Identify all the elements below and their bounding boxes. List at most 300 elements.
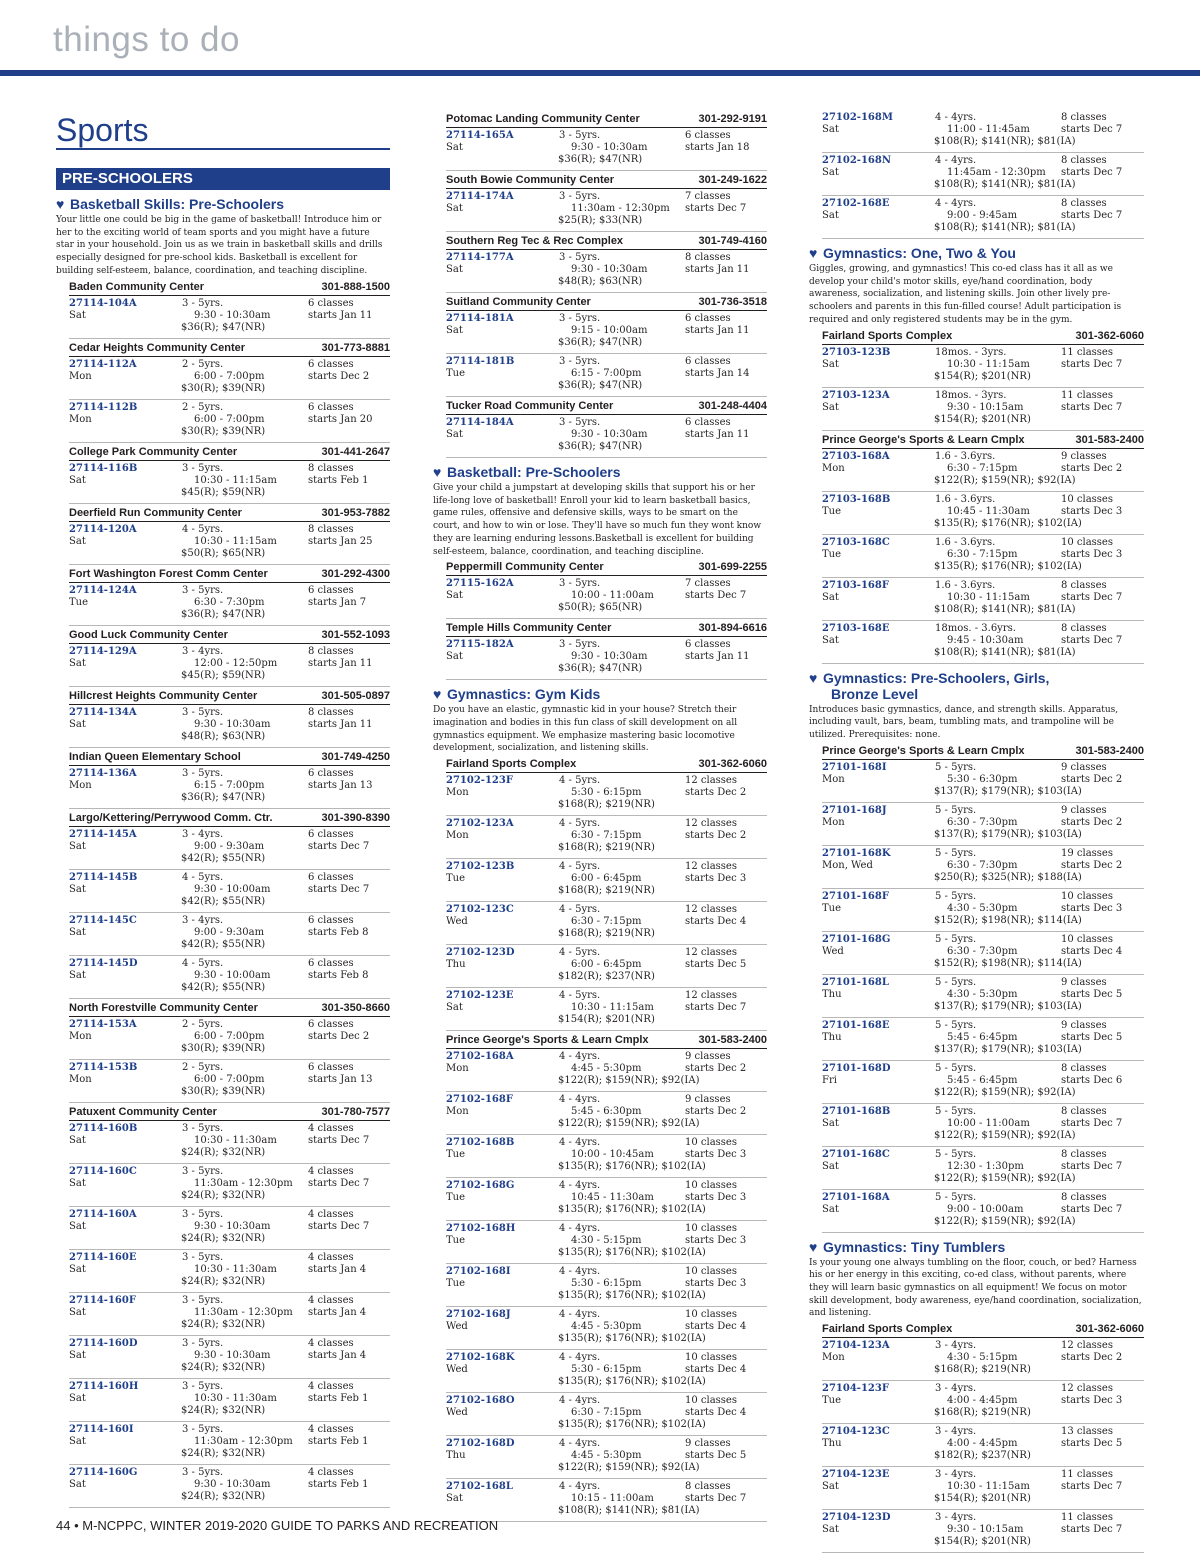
age-range: 4 - 5yrs. — [559, 904, 601, 916]
class-day: Sat — [822, 634, 839, 646]
course-code: 27114-112B — [69, 401, 138, 413]
start-date: starts Jan 11 — [685, 651, 750, 663]
location-phone: 301-552-1093 — [321, 628, 390, 641]
activity-title: Gymnastics: One, Two & You — [823, 245, 1016, 261]
location-name: Prince George's Sports & Learn Cmplx — [446, 1034, 649, 1047]
class-day: Mon — [69, 1030, 92, 1042]
class-count: 6 classes — [308, 297, 354, 309]
age-range: 1.6 - 3.6yrs. — [935, 579, 996, 591]
location-phone: 301-292-4300 — [321, 567, 390, 580]
class-offering — [822, 1381, 1144, 1424]
start-date: starts Dec 2 — [1061, 859, 1123, 871]
course-code: 27114-104A — [69, 297, 137, 309]
class-offering — [822, 1147, 1144, 1190]
class-time: 6:30 - 7:15pm — [571, 916, 642, 928]
course-code: 27104-123C — [822, 1426, 890, 1438]
class-count: 6 classes — [308, 1018, 354, 1030]
class-offering — [69, 956, 390, 999]
location-phone: 301-736-3518 — [698, 296, 767, 308]
class-offering — [822, 535, 1144, 578]
start-date: starts Dec 7 — [1061, 1524, 1123, 1536]
location-name: Prince George's Sports & Learn Cmplx — [822, 433, 1025, 446]
class-day: Mon — [446, 1106, 469, 1118]
class-time: 5:45 - 6:45pm — [947, 1074, 1018, 1086]
class-offering — [446, 773, 767, 816]
class-fee: $48(R); $63(NR) — [181, 730, 266, 742]
class-fee: $45(R); $59(NR) — [181, 669, 266, 681]
location-phone: 301-505-0897 — [321, 689, 390, 702]
class-fee: $168(R); $219(NR) — [934, 1364, 1031, 1376]
class-fee: $24(R); $32(NR) — [181, 1275, 266, 1287]
class-day: Sat — [822, 1117, 839, 1129]
age-range: 4 - 4yrs. — [935, 198, 977, 209]
heart-icon: ♥ — [56, 196, 65, 212]
class-offering — [822, 932, 1144, 975]
class-day: Sat — [69, 1349, 86, 1361]
class-offering — [446, 816, 767, 859]
start-date: starts Jan 7 — [308, 596, 367, 608]
class-fee: $42(R); $55(NR) — [181, 938, 266, 950]
class-day: Thu — [446, 959, 466, 971]
start-date: starts Dec 7 — [308, 1177, 370, 1189]
class-count: 6 classes — [308, 871, 354, 883]
class-count: 6 classes — [308, 828, 354, 840]
class-offering — [822, 492, 1144, 535]
class-fee: $108(R); $141(NR); $81(IA) — [934, 136, 1076, 147]
class-offering — [822, 846, 1144, 889]
location-header — [69, 280, 390, 296]
class-count: 8 classes — [685, 252, 731, 263]
start-date: starts Feb 8 — [308, 926, 369, 938]
class-count: 9 classes — [1061, 450, 1107, 462]
class-count: 10 classes — [685, 1395, 737, 1407]
class-time: 10:30 - 11:30am — [194, 1134, 277, 1146]
location-name: Indian Queen Elementary School — [69, 750, 241, 763]
start-date: starts Dec 7 — [1061, 634, 1123, 646]
class-count: 6 classes — [308, 358, 354, 370]
course-code: 27102-168O — [446, 1395, 515, 1407]
class-offering — [446, 945, 767, 988]
class-time: 9:30 - 10:30am — [571, 651, 648, 663]
location-header — [69, 1001, 390, 1017]
start-date: starts Jan 20 — [308, 413, 373, 425]
course-code: 27101-168B — [822, 1105, 891, 1117]
class-time: 9:00 - 9:30am — [194, 840, 265, 852]
age-range: 5 - 5yrs. — [935, 1019, 977, 1031]
location-name: Potomac Landing Community Center — [446, 113, 640, 125]
start-date: starts Dec 2 — [685, 787, 747, 799]
age-range: 4 - 5yrs. — [559, 775, 601, 787]
header-rule — [0, 70, 1200, 76]
age-range: 3 - 5yrs. — [182, 584, 224, 596]
class-time: 10:00 - 11:00am — [947, 1117, 1030, 1129]
class-day: Mon — [446, 1063, 469, 1075]
start-date: starts Dec 7 — [308, 1134, 370, 1146]
class-offering — [69, 1250, 390, 1293]
class-fee: $24(R); $32(NR) — [181, 1490, 266, 1502]
class-day: Sat — [822, 1524, 839, 1536]
class-count: 8 classes — [1061, 1105, 1107, 1117]
course-code: 27102-168K — [446, 1352, 515, 1364]
start-date: starts Jan 18 — [685, 142, 750, 153]
class-day: Sat — [822, 167, 839, 178]
course-code: 27114-160G — [69, 1466, 138, 1478]
age-range: 3 - 4yrs. — [935, 1469, 977, 1481]
class-fee: $30(R); $39(NR) — [181, 1042, 266, 1054]
class-count: 6 classes — [685, 639, 731, 651]
course-code: 27114-165A — [446, 130, 514, 141]
class-fee: $36(R); $47(NR) — [558, 380, 643, 391]
start-date: starts Jan 4 — [308, 1349, 367, 1361]
course-code: 27115-182A — [446, 639, 514, 651]
age-range: 4 - 4yrs. — [559, 1223, 601, 1235]
start-date: starts Dec 3 — [685, 1235, 747, 1247]
class-day: Tue — [446, 1149, 466, 1161]
activity-title: Gymnastics: Tiny Tumblers — [823, 1238, 1006, 1255]
age-range: 5 - 5yrs. — [935, 976, 977, 988]
class-count: 4 classes — [308, 1122, 354, 1134]
class-time: 6:30 - 7:15pm — [947, 548, 1018, 560]
class-count: 11 classes — [1061, 389, 1113, 401]
class-day: Sat — [822, 1203, 839, 1215]
class-offering — [69, 913, 390, 956]
class-fee: $45(R); $59(NR) — [181, 486, 266, 498]
class-offering — [446, 988, 767, 1031]
class-count: 10 classes — [1061, 536, 1113, 548]
location-name: Temple Hills Community Center — [446, 622, 612, 635]
class-offering — [446, 1092, 767, 1135]
class-count: 6 classes — [685, 417, 731, 428]
start-date: starts Dec 7 — [1061, 210, 1123, 221]
location-name: Hillcrest Heights Community Center — [69, 689, 258, 702]
activity-title: Basketball Skills: Pre-Schoolers — [70, 196, 284, 212]
start-date: starts Dec 5 — [1061, 1031, 1123, 1043]
class-count: 10 classes — [685, 1352, 737, 1364]
age-range: 3 - 5yrs. — [182, 706, 224, 718]
class-day: Mon — [69, 370, 92, 382]
class-day: Tue — [446, 368, 466, 379]
class-time: 12:00 - 12:50pm — [194, 657, 278, 669]
class-count: 8 classes — [1061, 1062, 1107, 1074]
class-offering — [822, 1018, 1144, 1061]
class-offering — [69, 766, 390, 809]
class-day: Sat — [69, 1134, 86, 1146]
age-range: 4 - 5yrs. — [559, 861, 601, 873]
class-offering — [69, 870, 390, 913]
class-day: Sat — [69, 535, 86, 547]
age-range: 3 - 5yrs. — [559, 313, 601, 324]
class-offering — [69, 1207, 390, 1250]
age-range: 4 - 5yrs. — [559, 818, 601, 830]
class-offering — [822, 975, 1144, 1018]
class-time: 5:45 - 6:30pm — [571, 1106, 642, 1118]
course-code: 27114-153B — [69, 1061, 138, 1073]
age-range: 2 - 5yrs. — [182, 401, 224, 413]
class-day: Tue — [822, 548, 842, 560]
class-time: 5:45 - 6:45pm — [947, 1031, 1018, 1043]
class-offering — [69, 827, 390, 870]
class-day: Sat — [69, 926, 86, 938]
class-day: Thu — [822, 1438, 842, 1450]
location-name: Fairland Sports Complex — [446, 758, 577, 771]
class-day: Sat — [69, 1392, 86, 1404]
class-time: 5:30 - 6:15pm — [571, 787, 642, 799]
class-day: Mon — [446, 830, 469, 842]
location-name: College Park Community Center — [69, 445, 238, 458]
class-time: 6:15 - 7:00pm — [571, 368, 642, 379]
class-count: 7 classes — [685, 578, 731, 590]
class-count: 6 classes — [685, 356, 731, 367]
class-offering — [822, 621, 1144, 664]
course-code: 27102-168E — [822, 198, 890, 209]
start-date: starts Dec 7 — [685, 1002, 747, 1014]
course-code: 27102-168M — [822, 112, 893, 123]
age-range: 3 - 5yrs. — [559, 252, 601, 263]
age-range: 3 - 4yrs. — [182, 828, 224, 840]
class-fee: $182(R); $237(NR) — [934, 1450, 1031, 1462]
age-range: 2 - 5yrs. — [182, 358, 224, 370]
start-date: starts Jan 11 — [308, 718, 373, 730]
course-code: 27102-168H — [446, 1223, 516, 1235]
course-code: 27114-181A — [446, 313, 514, 324]
age-range: 4 - 4yrs. — [559, 1180, 601, 1192]
class-time: 10:30 - 11:15am — [947, 591, 1030, 603]
age-range: 3 - 5yrs. — [182, 1380, 224, 1392]
location-header — [69, 445, 390, 461]
class-fee: $137(R); $179(NR); $103(IA) — [934, 785, 1082, 797]
age-range: 3 - 5yrs. — [559, 191, 601, 202]
age-group-bar: PRE-SCHOOLERS — [56, 168, 390, 190]
class-time: 6:00 - 7:00pm — [194, 413, 265, 425]
start-date: starts Feb 8 — [308, 969, 369, 981]
class-fee: $122(R); $159(NR); $92(IA) — [934, 474, 1076, 486]
course-code: 27101-168E — [822, 1019, 890, 1031]
class-fee: $154(R); $201(NR) — [934, 1493, 1031, 1505]
class-fee: $154(R); $201(NR) — [934, 1536, 1031, 1548]
class-time: 6:00 - 6:45pm — [571, 873, 642, 885]
class-day: Wed — [446, 1364, 468, 1376]
class-count: 8 classes — [1061, 622, 1107, 634]
class-fee: $122(R); $159(NR); $92(IA) — [558, 1075, 700, 1087]
start-date: starts Dec 3 — [1061, 548, 1123, 560]
class-time: 10:30 - 11:30am — [194, 1263, 277, 1275]
location-name: Good Luck Community Center — [69, 628, 228, 641]
class-fee: $24(R); $32(NR) — [181, 1318, 266, 1330]
location-header — [446, 173, 767, 189]
age-range: 3 - 5yrs. — [182, 1251, 224, 1263]
class-count: 10 classes — [685, 1309, 737, 1321]
class-count: 10 classes — [1061, 493, 1113, 505]
class-offering — [446, 1479, 767, 1522]
class-time: 4:00 - 4:45pm — [947, 1438, 1018, 1450]
class-offering — [822, 1338, 1144, 1381]
class-offering — [446, 311, 767, 354]
class-offering — [446, 1393, 767, 1436]
class-day: Thu — [822, 1031, 842, 1043]
class-fee: $36(R); $47(NR) — [181, 791, 266, 803]
age-range: 5 - 5yrs. — [935, 933, 977, 945]
class-count: 12 classes — [685, 818, 737, 830]
class-time: 4:30 - 5:15pm — [571, 1235, 642, 1247]
class-offering — [446, 250, 767, 293]
class-time: 6:30 - 7:15pm — [571, 830, 642, 842]
page-footer: 44 • M-NCPPC, WINTER 2019-2020 GUIDE TO PARKS AND RECREATION — [56, 1518, 499, 1533]
class-time: 9:30 - 10:30am — [194, 1478, 271, 1490]
class-fee: $135(R); $176(NR); $102(IA) — [558, 1290, 706, 1302]
location-header — [69, 341, 390, 357]
class-offering — [69, 461, 390, 504]
activity-heading — [433, 464, 767, 480]
class-fee: $182(R); $237(NR) — [558, 971, 655, 983]
location-phone: 301-953-7882 — [321, 506, 390, 519]
start-date: starts Dec 7 — [685, 203, 747, 214]
class-offering — [822, 1424, 1144, 1467]
age-range: 4 - 5yrs. — [182, 523, 224, 535]
age-range: 18mos. - 3yrs. — [935, 346, 1007, 358]
location-phone: 301-699-2255 — [698, 561, 767, 574]
course-code: 27114-112A — [69, 358, 137, 370]
start-date: starts Dec 4 — [1061, 945, 1123, 957]
class-count: 6 classes — [308, 1061, 354, 1073]
location-name: Peppermill Community Center — [446, 561, 604, 574]
activity-heading — [433, 686, 767, 702]
age-range: 3 - 5yrs. — [182, 767, 224, 779]
class-time: 9:15 - 10:00am — [571, 325, 648, 336]
location-header — [822, 744, 1144, 760]
class-count: 10 classes — [685, 1266, 737, 1278]
class-fee: $36(R); $47(NR) — [181, 608, 266, 620]
class-fee: $30(R); $39(NR) — [181, 1085, 266, 1097]
class-day: Sat — [446, 142, 463, 153]
class-day: Tue — [69, 596, 89, 608]
class-count: 6 classes — [308, 401, 354, 413]
class-day: Sat — [69, 1435, 86, 1447]
location-header — [822, 329, 1144, 345]
class-count: 4 classes — [308, 1165, 354, 1177]
class-fee: $135(R); $176(NR); $102(IA) — [558, 1247, 706, 1259]
class-fee: $24(R); $32(NR) — [181, 1361, 266, 1373]
location-header — [446, 295, 767, 311]
class-count: 9 classes — [1061, 761, 1107, 773]
age-range: 3 - 5yrs. — [559, 639, 601, 651]
class-count: 10 classes — [685, 1180, 737, 1192]
course-code: 27102-123C — [446, 904, 514, 916]
class-day: Mon — [69, 413, 92, 425]
class-time: 10:30 - 11:15am — [947, 358, 1030, 370]
class-time: 6:30 - 7:30pm — [947, 816, 1018, 828]
age-range: 2 - 5yrs. — [182, 1018, 224, 1030]
start-date: starts Dec 2 — [1061, 773, 1123, 785]
age-range: 4 - 5yrs. — [182, 871, 224, 883]
location-name: South Bowie Community Center — [446, 174, 615, 186]
start-date: starts Dec 4 — [685, 1407, 747, 1419]
course-code: 27102-168I — [446, 1266, 511, 1278]
course-code: 27102-123E — [446, 990, 514, 1002]
class-count: 10 classes — [1061, 890, 1113, 902]
course-code: 27114-160E — [69, 1251, 137, 1263]
age-range: 3 - 4yrs. — [182, 645, 224, 657]
class-fee: $24(R); $32(NR) — [181, 1189, 266, 1201]
location-name: Fairland Sports Complex — [822, 1323, 953, 1336]
course-code: 27102-123F — [446, 775, 513, 787]
heart-icon: ♥ — [433, 464, 442, 480]
class-time: 9:30 - 10:30am — [194, 718, 271, 730]
class-count: 4 classes — [308, 1251, 354, 1263]
age-range: 4 - 4yrs. — [935, 112, 977, 123]
class-day: Sat — [69, 883, 86, 895]
class-offering — [446, 637, 767, 680]
class-offering — [69, 296, 390, 339]
activity-description: Introduces basic gymnastics, dance, and strength skills. Apparatus, including vault, bars, beam, tumbling mats, and trampoline will be utilized. Prerequisites: none. — [809, 704, 1119, 740]
class-count: 8 classes — [308, 645, 354, 657]
age-range: 5 - 5yrs. — [935, 761, 977, 773]
class-count: 4 classes — [308, 1466, 354, 1478]
class-fee: $36(R); $47(NR) — [558, 663, 643, 675]
class-fee: $168(R); $219(NR) — [934, 1407, 1031, 1419]
start-date: starts Dec 4 — [685, 1364, 747, 1376]
location-phone: 301-362-6060 — [1075, 1323, 1144, 1336]
activity-description: Give your child a jumpstart at developing skills that support his or her life-long love of basketball! Enroll your kid to learn basketball basics, game rules, offensive and defensive skills, ways to be smart on the court, and how to win or lose. They'll have so much fun they wont know they are learning enduring lessons.Basketball is excellent for building self-esteem, balance, coordination, and teaching discipline. — [433, 483, 762, 557]
class-fee: $24(R); $32(NR) — [181, 1232, 266, 1244]
course-code: 27114-174A — [446, 191, 514, 202]
class-fee: $36(R); $47(NR) — [558, 154, 643, 165]
class-offering — [69, 400, 390, 443]
age-range: 5 - 5yrs. — [935, 1062, 977, 1074]
class-day: Mon — [69, 1073, 92, 1085]
class-time: 10:30 - 11:30am — [194, 1392, 277, 1404]
course-code: 27103-168B — [822, 493, 891, 505]
class-day: Sat — [446, 590, 463, 602]
class-day: Wed — [446, 916, 468, 928]
class-count: 9 classes — [685, 1051, 731, 1063]
class-fee: $25(R); $33(NR) — [558, 215, 643, 226]
class-fee: $30(R); $39(NR) — [181, 425, 266, 437]
class-fee: $24(R); $32(NR) — [181, 1146, 266, 1158]
course-code: 27114-116B — [69, 462, 138, 474]
age-range: 3 - 5yrs. — [182, 1165, 224, 1177]
class-count: 4 classes — [308, 1380, 354, 1392]
start-date: starts Dec 5 — [685, 1450, 747, 1462]
class-time: 6:00 - 6:45pm — [571, 959, 642, 971]
class-offering — [69, 357, 390, 400]
class-count: 6 classes — [308, 914, 354, 926]
class-time: 6:00 - 7:00pm — [194, 1073, 265, 1085]
class-offering — [446, 128, 767, 171]
class-time: 4:30 - 5:30pm — [947, 902, 1018, 914]
class-time: 9:45 - 10:30am — [947, 634, 1024, 646]
age-range: 3 - 5yrs. — [182, 1208, 224, 1220]
course-code: 27101-168L — [822, 976, 889, 988]
start-date: starts Dec 3 — [1061, 505, 1123, 517]
location-header — [446, 234, 767, 250]
class-fee: $135(R); $176(NR); $102(IA) — [558, 1376, 706, 1388]
class-day: Sat — [69, 969, 86, 981]
age-range: 4 - 4yrs. — [559, 1266, 601, 1278]
location-header — [69, 506, 390, 522]
class-count: 8 classes — [685, 1481, 731, 1493]
class-count: 12 classes — [685, 990, 737, 1002]
class-time: 9:30 - 10:30am — [194, 309, 271, 321]
course-code: 27103-168F — [822, 579, 889, 591]
age-range: 3 - 4yrs. — [935, 1340, 977, 1352]
location-phone: 301-749-4160 — [698, 235, 767, 247]
class-time: 4:45 - 5:30pm — [571, 1450, 642, 1462]
class-day: Wed — [446, 1407, 468, 1419]
age-range: 3 - 5yrs. — [559, 130, 601, 141]
class-offering — [446, 1135, 767, 1178]
class-offering — [822, 803, 1144, 846]
location-phone: 301-362-6060 — [1075, 329, 1144, 342]
